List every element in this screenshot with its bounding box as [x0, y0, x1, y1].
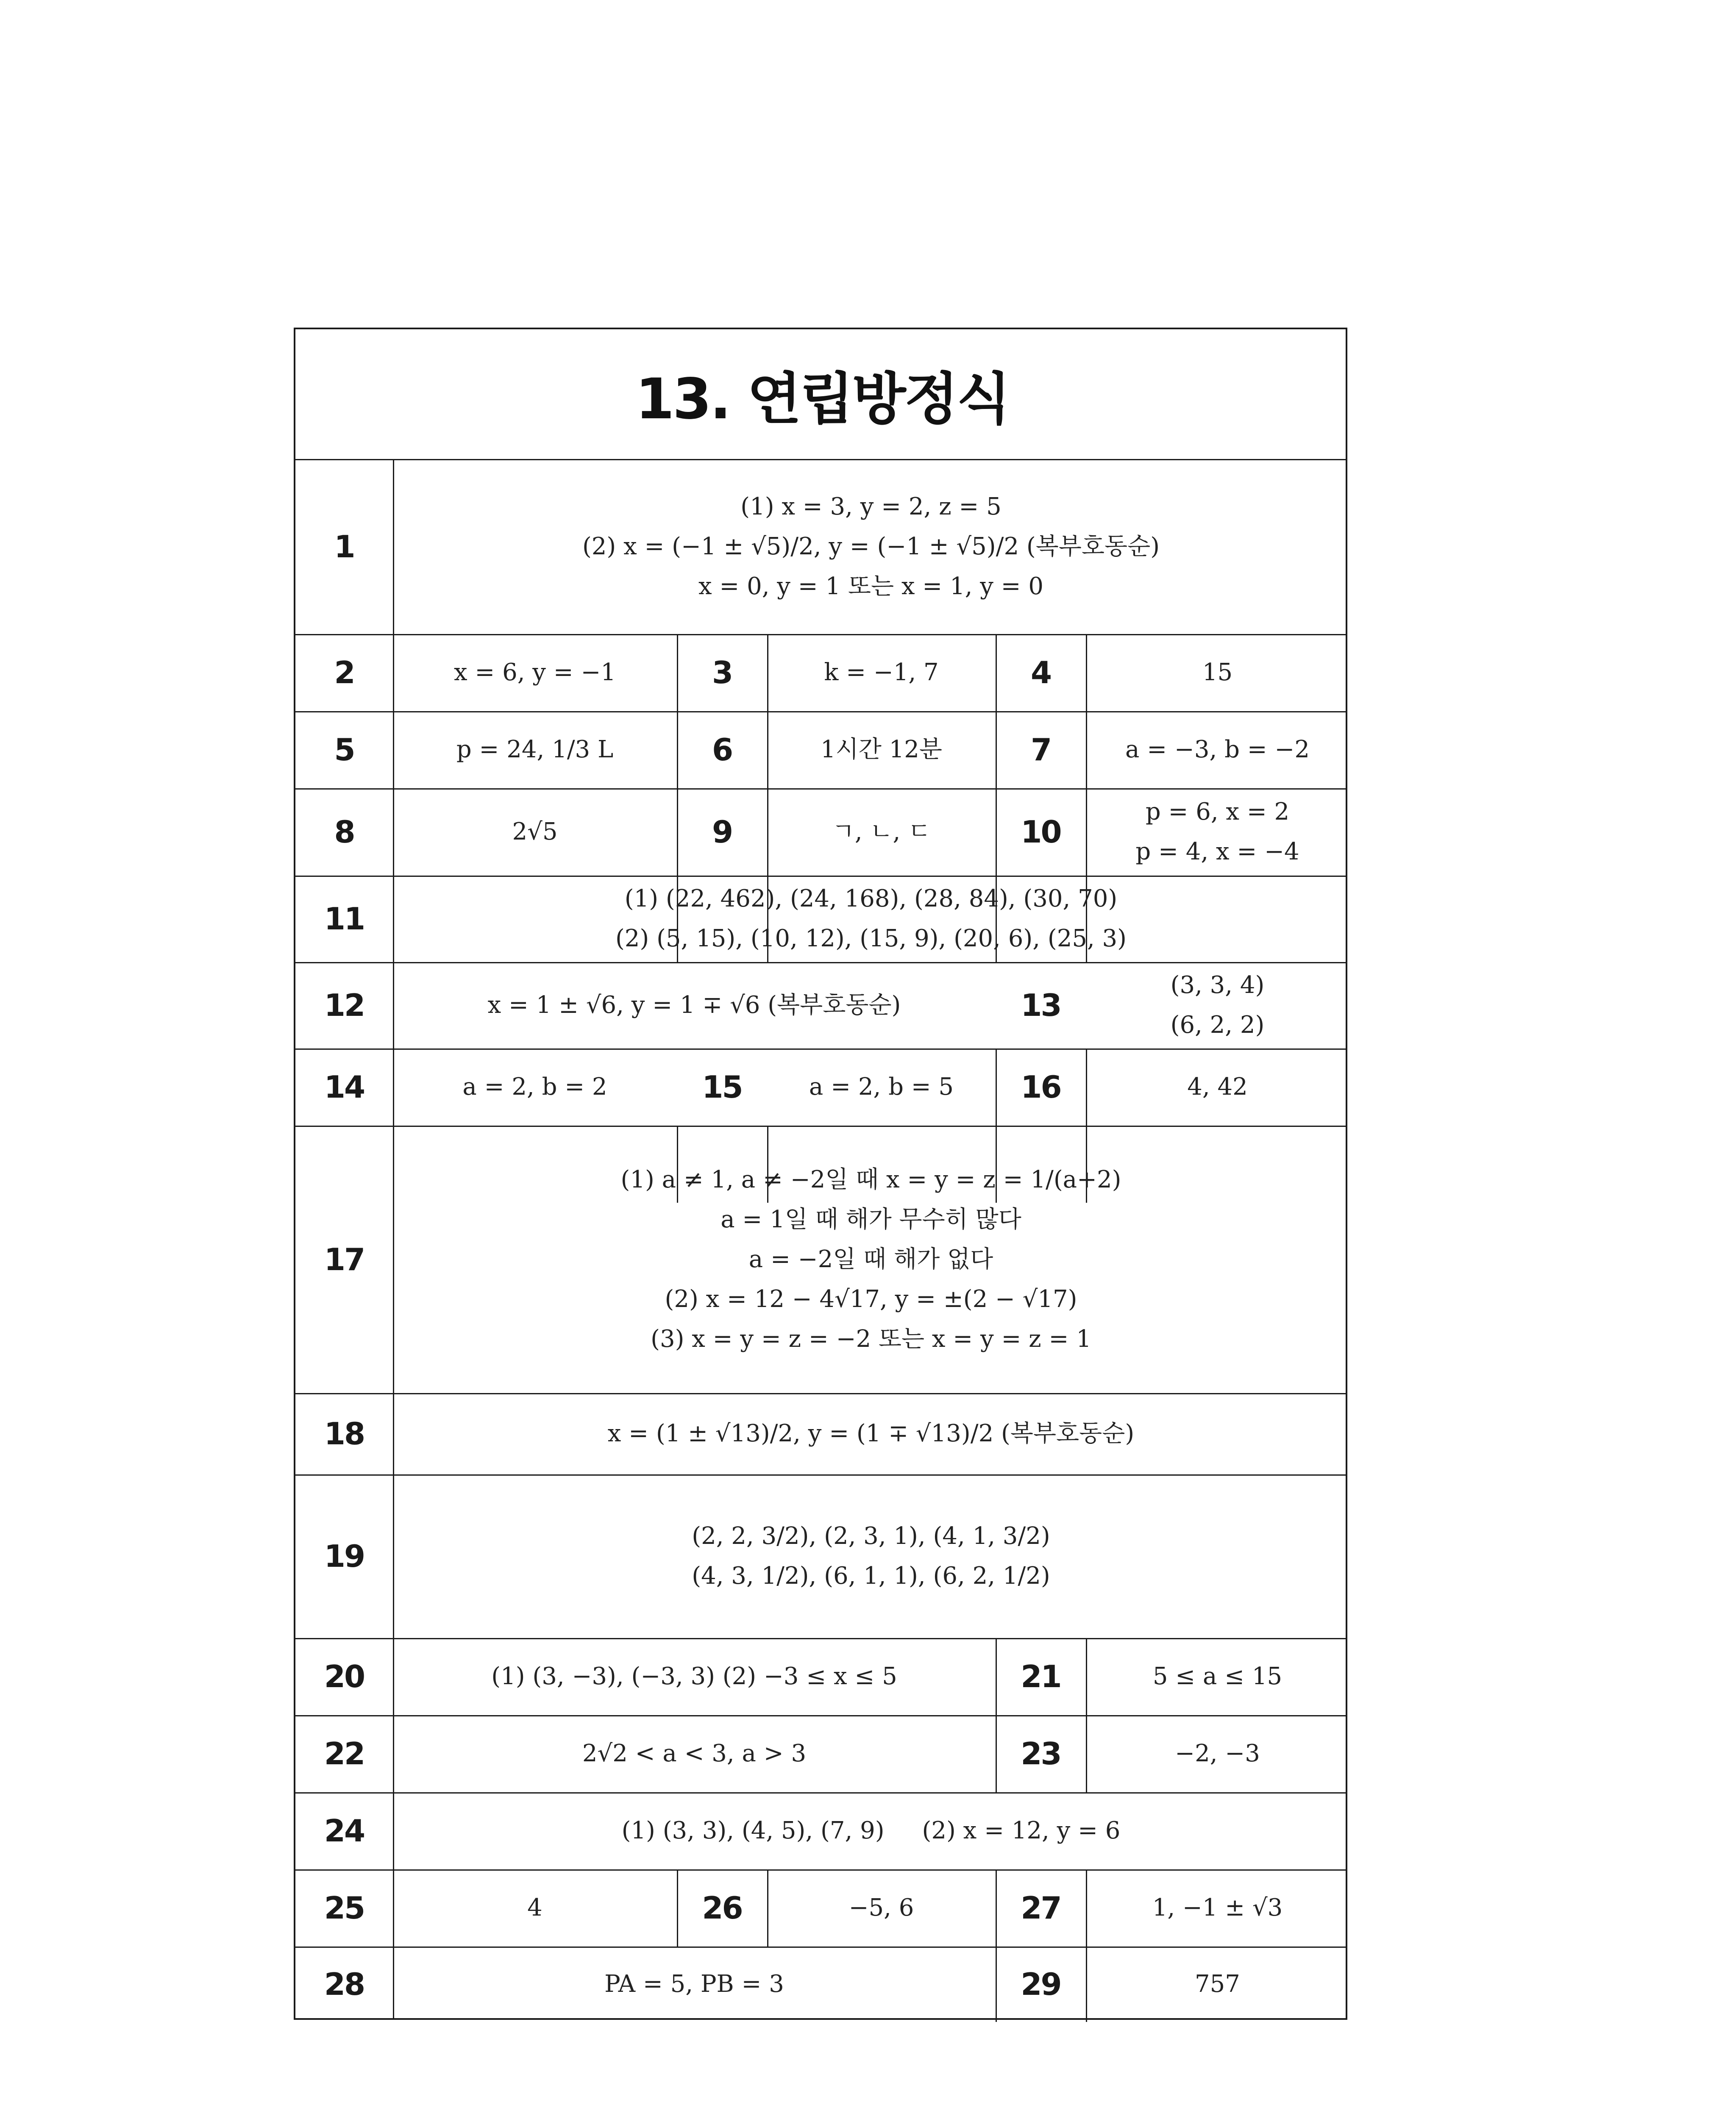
answer-line: (4, 3, 1/2), (6, 1, 1), (6, 2, 1/2) — [692, 1562, 1050, 1590]
answer-cell: 1시간 12분 — [821, 736, 942, 763]
problem-number: 13 — [1021, 987, 1061, 1023]
answer-cell: x = (1 ± √13)/2, y = (1 ∓ √13)/2 (복부호동순) — [607, 1420, 1135, 1447]
problem-number: 18 — [324, 1416, 364, 1452]
problem-number: 28 — [324, 1966, 364, 2002]
answer-cell: 5 ≤ a ≤ 15 — [1152, 1663, 1283, 1690]
problem-number: 11 — [324, 901, 364, 937]
answer-cell: 757 — [1195, 1970, 1240, 1998]
answer-cell: a = 2, b = 5 — [809, 1073, 954, 1101]
answer-cell — [1086, 962, 1349, 1048]
answer-cell: ㄱ, ㄴ, ㄷ — [832, 818, 931, 845]
answer-cell: a = 2, b = 2 — [462, 1073, 607, 1101]
problem-number: 12 — [324, 987, 364, 1023]
answer-cell: k = −1, 7 — [824, 659, 939, 686]
answer-line: x = 0, y = 1 또는 x = 1, y = 0 — [698, 572, 1044, 600]
problem-number: 2 — [334, 655, 354, 690]
problem-number: 10 — [1021, 814, 1061, 850]
answer-cell: p = 24, 1/3 L — [456, 736, 614, 763]
problem-number: 22 — [324, 1736, 364, 1771]
answer-cell: 15 — [1202, 659, 1233, 686]
answer-line: p = 6, x = 2 — [1145, 798, 1290, 826]
answer-line: (1) (22, 462), (24, 168), (28, 84), (30, 70) — [624, 885, 1118, 912]
problem-number: 16 — [1021, 1069, 1061, 1105]
problem-number: 5 — [334, 732, 354, 768]
problem-number: 17 — [324, 1241, 364, 1277]
answer-cell: 1, −1 ± √3 — [1152, 1894, 1283, 1922]
answer-cell: (1) (3, −3), (−3, 3) (2) −3 ≤ x ≤ 5 — [491, 1663, 897, 1690]
problem-number: 6 — [712, 732, 732, 768]
answer-cell — [393, 459, 1349, 634]
problem-number: 26 — [702, 1890, 742, 1926]
problem-number: 24 — [324, 1813, 364, 1849]
answer-cell: a = −3, b = −2 — [1125, 736, 1310, 763]
problem-number: 14 — [324, 1069, 364, 1105]
answer-cell: −2, −3 — [1175, 1740, 1260, 1767]
answer-line: (2) x = (−1 ± √5)/2, y = (−1 ± √5)/2 (복부호동순) — [582, 532, 1160, 560]
answer-cell: PA = 5, PB = 3 — [604, 1970, 784, 1998]
answer-line: p = 4, x = −4 — [1135, 838, 1299, 865]
problem-number: 20 — [324, 1659, 364, 1694]
answer-line: (3, 3, 4) — [1170, 971, 1265, 999]
answer-line: (3) x = y = z = −2 또는 x = y = z = 1 — [651, 1325, 1091, 1353]
answer-cell: 2√2 < a < 3, a > 3 — [582, 1740, 807, 1767]
problem-number: 1 — [334, 528, 354, 565]
answer-cell — [1086, 788, 1349, 876]
problem-number: 29 — [1021, 1966, 1061, 2002]
answer-line: (1) a ≠ 1, a ≠ −2일 때 x = y = z = 1/(a+2) — [620, 1165, 1121, 1193]
page-title: 13. 연립방정식 — [635, 367, 1009, 432]
answer-cell: 2√5 — [512, 818, 558, 845]
answer-cell: x = 1 ± √6, y = 1 ∓ √6 (복부호동순) — [487, 991, 901, 1019]
answer-cell — [393, 1474, 1349, 1638]
answer-table — [294, 328, 1347, 2020]
problem-number: 21 — [1021, 1659, 1061, 1694]
page-title-cell — [295, 329, 1349, 459]
problem-number: 23 — [1021, 1736, 1061, 1771]
problem-number: 8 — [334, 814, 354, 850]
answer-cell: 4 — [527, 1894, 542, 1922]
answer-line: (2) (5, 15), (10, 12), (15, 9), (20, 6), (25, 3) — [615, 925, 1127, 952]
answer-line: a = −2일 때 해가 없다 — [748, 1245, 993, 1273]
answer-line: (1) x = 3, y = 2, z = 5 — [740, 492, 1002, 520]
answer-cell — [393, 876, 1349, 962]
answer-line: (6, 2, 2) — [1170, 1011, 1265, 1039]
answer-cell: 4, 42 — [1187, 1073, 1248, 1101]
problem-number: 27 — [1021, 1890, 1061, 1926]
problem-number: 25 — [324, 1890, 364, 1926]
problem-number: 3 — [712, 655, 732, 690]
problem-number: 15 — [702, 1069, 742, 1105]
problem-number: 19 — [324, 1538, 364, 1574]
answer-cell: −5, 6 — [849, 1894, 914, 1922]
problem-number: 4 — [1030, 655, 1051, 690]
answer-cell: (1) (3, 3), (4, 5), (7, 9) (2) x = 12, y = 6 — [621, 1817, 1121, 1844]
answer-cell — [393, 1126, 1349, 1393]
problem-number: 7 — [1030, 732, 1051, 768]
answer-line: a = 1일 때 해가 무수히 많다 — [721, 1205, 1021, 1233]
answer-line: (2) x = 12 − 4√17, y = ±(2 − √17) — [665, 1285, 1077, 1313]
answer-line: (2, 2, 3/2), (2, 3, 1), (4, 1, 3/2) — [692, 1522, 1050, 1550]
problem-number: 9 — [712, 814, 732, 850]
answer-cell: x = 6, y = −1 — [453, 659, 616, 686]
